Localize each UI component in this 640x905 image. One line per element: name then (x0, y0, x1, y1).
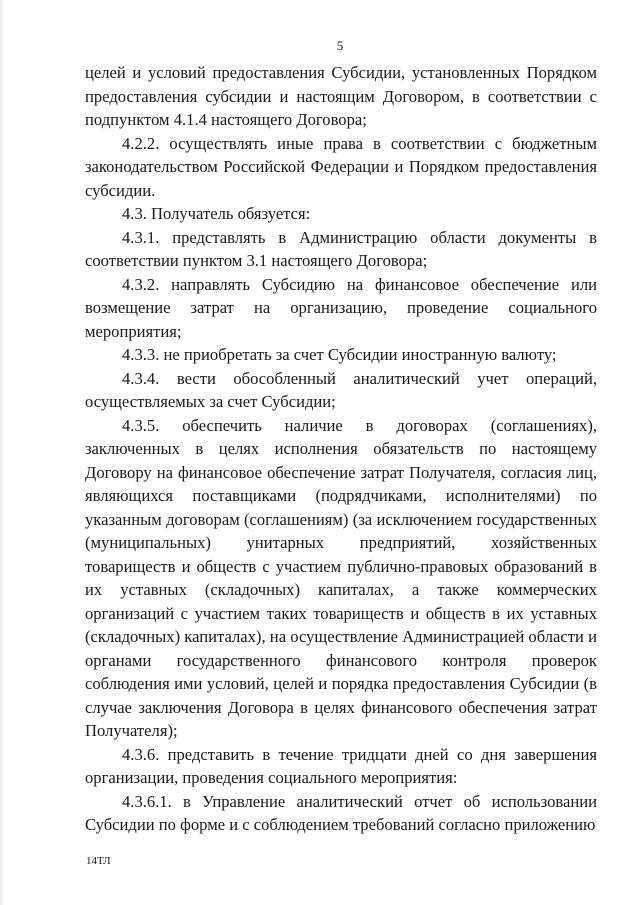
footer-code: 14ТЛ (86, 855, 111, 867)
paragraph: 4.3. Получатель обязуется: (122, 204, 311, 223)
paragraph: 4.3.6.1. в Управление аналитический отчет об использовании Субсидии по форме и с соблюдением требований согласно приложению (85, 791, 597, 834)
paragraph: 4.2.2. осуществлять иные права в соответствии с бюджетным законодательством Российской Федерации и Порядком предоставления субсидии. (85, 133, 597, 200)
paragraph: 4.3.5. обеспечить наличие в договорах (соглашениях), заключенных в целях исполнения обязательств по настоящему Договору на финансовое обеспечение затрат Получателя, согласия лиц, являющихся поставщиками (подрядчиками, исполнителями) по указанным договорам (соглашениям) (за исключением государственных (муниципальных) унитарных предприятий, хозяйственных товариществ и обществ с участием публично-правовых образований в их уставных (складочных) капиталах, а также коммерческих организаций с участием таких товариществ и обществ в их уставных (складочных) капиталах), на осуществление Администрацией области и органами государственного финансового контроля проверок соблюдения ими условий, целей и порядка предоставления Субсидии (в случае заключения Договора в целях финансового обеспечения затрат Получателя); (85, 415, 597, 740)
paragraph: 4.3.4. вести обособленный аналитический учет операций, осуществляемых за счет Субсидии; (85, 368, 597, 411)
paragraph: целей и условий предоставления Субсидии, установленных Порядком предоставления субсидии и настоящим Договором, в соответствии с подпунктом 4.1.4 настоящего Договора; (85, 63, 597, 129)
paragraph: 4.3.2. направлять Субсидию на финансовое обеспечение или возмещение затрат на организацию, проведение социального мероприятия; (85, 274, 597, 341)
document-body (85, 61, 597, 837)
paragraph: 4.3.6. представить в течение тридцати дней со дня завершения организации, проведения социального мероприятия: (85, 744, 597, 787)
page-number: 5 (336, 38, 344, 53)
paragraph: 4.3.1. представлять в Администрацию области документы в соответствии пунктом 3.1 настоящего Договора; (85, 227, 597, 270)
scan-edge-shadow (0, 0, 5, 905)
paragraph: 4.3.3. не приобретать за счет Субсидии иностранную валюту; (122, 345, 557, 364)
